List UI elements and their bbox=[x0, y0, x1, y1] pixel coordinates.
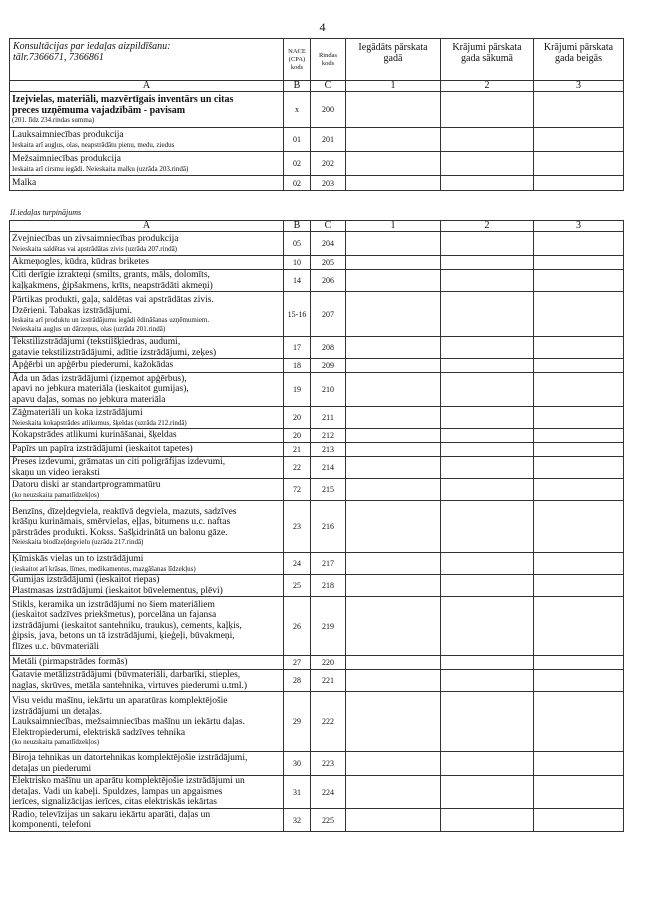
description-line: Citi derīgie izrakteņi (smilts, grants, māls, dolomīts, bbox=[12, 270, 210, 280]
stock-start-value-cell[interactable] bbox=[441, 270, 534, 292]
row-description bbox=[10, 152, 284, 176]
row-code: 207 bbox=[311, 292, 346, 337]
row-description bbox=[10, 256, 284, 270]
row-description bbox=[10, 553, 284, 575]
purchased-value-cell[interactable] bbox=[346, 809, 441, 832]
column-letters-row: A B C 1 2 3 bbox=[10, 81, 624, 92]
stock-end-value-cell[interactable] bbox=[534, 92, 624, 128]
stock-start-value-cell[interactable] bbox=[441, 479, 534, 501]
purchased-value-cell[interactable] bbox=[346, 692, 441, 752]
description-line: Ieskaita arī augļus, olas, neapstrādātu pienu, medu, ziedus bbox=[12, 140, 175, 149]
stock-start-value-cell[interactable] bbox=[441, 457, 534, 479]
table-row bbox=[10, 597, 624, 656]
row-description bbox=[10, 232, 284, 256]
row-code-header: Rindas kods bbox=[311, 39, 346, 81]
purchased-value-cell[interactable] bbox=[346, 128, 441, 152]
stock-end-header: Krājumi pārskata gada beigās bbox=[534, 39, 624, 81]
description-line: Tekstilizstrādājumi (tekstilšķiedras, audumi, bbox=[12, 337, 181, 347]
row-description bbox=[10, 752, 284, 776]
nace-code: 32 bbox=[284, 809, 311, 832]
description-line: Biroja tehnikas un datortehnikas komplektējošie izstrādājumi, bbox=[12, 753, 248, 763]
stock-end-value-cell[interactable] bbox=[534, 501, 624, 553]
purchased-value-cell[interactable] bbox=[346, 270, 441, 292]
description-line: (ieskaitot sadzīves priekšmetus), porcelāna un fajansa bbox=[12, 610, 217, 621]
nace-code: 17 bbox=[284, 337, 311, 359]
stock-start-value-cell[interactable] bbox=[441, 501, 534, 553]
stock-end-value-cell[interactable] bbox=[534, 457, 624, 479]
table-row bbox=[10, 809, 624, 832]
description-line: Lauksaimniecības, mežsaimniecības mašīnu un iekārtu daļas. bbox=[12, 717, 245, 728]
description-line: Elektropiederumi, elektriskā sadzīves tehnika bbox=[12, 727, 186, 738]
description-line: Malka bbox=[12, 177, 37, 188]
description-line: Visu veidu mašīnu, iekārtu un aparatūras komplektējošie bbox=[12, 696, 228, 707]
row-description bbox=[10, 501, 284, 553]
stock-start-value-cell[interactable] bbox=[441, 597, 534, 656]
row-code: 208 bbox=[311, 337, 346, 359]
stock-end-value-cell[interactable] bbox=[534, 270, 624, 292]
description-line: ģipsis, java, betons un tā izstrādājumi, ķieģeļi, būvakmeņi, bbox=[12, 631, 235, 642]
purchased-value-cell[interactable] bbox=[346, 232, 441, 256]
nace-code: 24 bbox=[284, 553, 311, 575]
materials-table-bottom bbox=[9, 220, 624, 832]
row-description bbox=[10, 776, 284, 809]
purchased-header: Iegādāts pārskata gadā bbox=[346, 39, 441, 81]
purchased-value-cell[interactable] bbox=[346, 776, 441, 809]
nace-code: x bbox=[284, 92, 311, 128]
stock-start-value-cell[interactable] bbox=[441, 373, 534, 407]
description-line: Pārtikas produkti, gaļa, saldētas vai apstrādātas zivis. bbox=[12, 295, 214, 305]
table-row bbox=[10, 292, 624, 337]
stock-end-value-cell[interactable] bbox=[534, 373, 624, 407]
table-row bbox=[10, 128, 624, 152]
description-line: Ķīmiskās vielas un to izstrādājumi bbox=[12, 554, 144, 564]
row-description bbox=[10, 597, 284, 656]
description-line: Akmeņogles, kūdra, kūdras briketes bbox=[12, 257, 149, 268]
stock-start-value-cell[interactable] bbox=[441, 407, 534, 429]
table-row bbox=[10, 575, 624, 597]
description-line: Āda un ādas izstrādājumi (izņemot apģērbus), bbox=[12, 373, 187, 384]
row-code: 221 bbox=[311, 670, 346, 692]
purchased-value-cell[interactable] bbox=[346, 457, 441, 479]
page-number: 4 bbox=[319, 20, 326, 34]
stock-start-value-cell[interactable] bbox=[441, 256, 534, 270]
table-row bbox=[10, 152, 624, 176]
description-line: Dzērieni. Tabakas izstrādājumi. bbox=[12, 305, 132, 316]
stock-end-value-cell[interactable] bbox=[534, 575, 624, 597]
stock-end-value-cell[interactable] bbox=[534, 670, 624, 692]
table-row bbox=[10, 501, 624, 553]
column-letters-row: A B C 1 2 3 bbox=[10, 221, 624, 232]
nace-code: 21 bbox=[284, 443, 311, 457]
stock-start-value-cell[interactable] bbox=[441, 92, 534, 128]
description-line: ierīces, signalizācijas ierīces, citas elektriskās iekārtas bbox=[12, 797, 217, 808]
purchased-value-cell[interactable] bbox=[346, 152, 441, 176]
row-description bbox=[10, 656, 284, 670]
description-line: Lauksaimniecības produkcija bbox=[12, 130, 124, 140]
description-line: Mežsaimniecības produkcija bbox=[12, 154, 121, 164]
purchased-value-cell[interactable] bbox=[346, 337, 441, 359]
row-code: 219 bbox=[311, 597, 346, 656]
description-line: Apģērbi un apģērbu piederumi, kažokādas bbox=[12, 360, 174, 371]
table-row bbox=[10, 776, 624, 809]
description-line: Papīrs un papīra izstrādājumi (ieskaitot tapetes) bbox=[12, 444, 193, 455]
row-description bbox=[10, 337, 284, 359]
row-description bbox=[10, 443, 284, 457]
purchased-value-cell[interactable] bbox=[346, 575, 441, 597]
row-description bbox=[10, 270, 284, 292]
description-line: naglas, skrūves, metāla santehnika, virtuves piederumi u.tml.) bbox=[12, 680, 248, 691]
stock-end-value-cell[interactable] bbox=[534, 176, 624, 191]
stock-end-value-cell[interactable] bbox=[534, 656, 624, 670]
row-code: 214 bbox=[311, 457, 346, 479]
purchased-value-cell[interactable] bbox=[346, 359, 441, 373]
stock-end-value-cell[interactable] bbox=[534, 359, 624, 373]
nace-code: 15-16 bbox=[284, 292, 311, 337]
row-code: 209 bbox=[311, 359, 346, 373]
description-line: Stikls, keramika un izstrādājumi no šiem materiāliem bbox=[12, 599, 215, 610]
purchased-value-cell[interactable] bbox=[346, 597, 441, 656]
table-row bbox=[10, 429, 624, 443]
stock-start-value-cell[interactable] bbox=[441, 656, 534, 670]
description-line: Kokapstrādes atlikumi kurināšanai, šķeldas bbox=[12, 430, 177, 441]
description-line: (ko neuzskaita pamatlīdzekļos) bbox=[12, 738, 100, 747]
stock-start-value-cell[interactable] bbox=[441, 553, 534, 575]
row-description bbox=[10, 176, 284, 191]
description-line: Neieskaita biodīzeļdegvielu (uzrāda 217.rindā) bbox=[12, 538, 144, 546]
purchased-value-cell[interactable] bbox=[346, 92, 441, 128]
stock-end-value-cell[interactable] bbox=[534, 443, 624, 457]
stock-end-value-cell[interactable] bbox=[534, 232, 624, 256]
description-line: detaļas. Vadi un kabeļi. Spuldzes, lampas un apgaismes bbox=[12, 786, 223, 797]
stock-end-value-cell[interactable] bbox=[534, 429, 624, 443]
row-code: 213 bbox=[311, 443, 346, 457]
description-line: Ieskaita arī produktu un izstrādājumu iegādi ēdināšanas uzņēmumiem. bbox=[12, 316, 210, 324]
table-row bbox=[10, 256, 624, 270]
nace-code: 31 bbox=[284, 776, 311, 809]
description-line: detaļas un piederumi bbox=[12, 763, 92, 774]
table-row bbox=[10, 457, 624, 479]
description-line: Neieskaita kokapstrādes atlikumus, šķeldas (uzrāda 212.rindā) bbox=[12, 418, 187, 427]
description-line: flīzes u.c. būvmateriāli bbox=[12, 641, 100, 652]
stock-end-value-cell[interactable] bbox=[534, 292, 624, 337]
purchased-value-cell[interactable] bbox=[346, 479, 441, 501]
nace-code: 10 bbox=[284, 256, 311, 270]
description-line: Zāģmateriāli un koka izstrādājumi bbox=[12, 408, 143, 418]
row-code: 222 bbox=[311, 692, 346, 752]
description-line: Datoru diski ar standartprogrammatūru bbox=[12, 480, 161, 490]
nace-code: 18 bbox=[284, 359, 311, 373]
purchased-value-cell[interactable] bbox=[346, 176, 441, 191]
stock-end-value-cell[interactable] bbox=[534, 553, 624, 575]
table-row bbox=[10, 692, 624, 752]
purchased-value-cell[interactable] bbox=[346, 407, 441, 429]
table-row bbox=[10, 670, 624, 692]
description-line: izstrādājumi un detaļas. bbox=[12, 706, 102, 717]
nace-code: 25 bbox=[284, 575, 311, 597]
table-row bbox=[10, 373, 624, 407]
description-line: izstrādājumi (ieskaitot santehniku, traukus), cements, kaļķis, bbox=[12, 620, 242, 631]
stock-start-value-cell[interactable] bbox=[441, 176, 534, 191]
table-row bbox=[10, 553, 624, 575]
stock-start-value-cell[interactable] bbox=[441, 152, 534, 176]
table-row bbox=[10, 176, 624, 191]
stock-end-value-cell[interactable] bbox=[534, 479, 624, 501]
consultation-info: Konsultācijas par iedaļas aizpildīšanu: tālr.7366671, 7366861 bbox=[10, 39, 284, 81]
row-description bbox=[10, 457, 284, 479]
row-description bbox=[10, 575, 284, 597]
purchased-value-cell[interactable] bbox=[346, 670, 441, 692]
row-code: 216 bbox=[311, 501, 346, 553]
purchased-value-cell[interactable] bbox=[346, 256, 441, 270]
description-line: Ieskaita arī cirsmu iegādi. Neieskaita malku (uzrāda 203.rindā) bbox=[12, 164, 189, 173]
row-description bbox=[10, 92, 284, 128]
description-line: pārstrādes produkti. Kokss. Sašķidrinātā un balonu gāze. bbox=[12, 527, 228, 538]
row-description bbox=[10, 429, 284, 443]
description-line: Metāli (pirmapstrādes formās) bbox=[12, 657, 128, 668]
stock-end-value-cell[interactable] bbox=[534, 128, 624, 152]
stock-start-value-cell[interactable] bbox=[441, 292, 534, 337]
stock-end-value-cell[interactable] bbox=[534, 152, 624, 176]
row-code: 205 bbox=[311, 256, 346, 270]
table-row bbox=[10, 270, 624, 292]
row-code: 225 bbox=[311, 809, 346, 832]
description-line: Radio, televīzijas un sakaru iekārtu aparāti, daļas un bbox=[12, 809, 211, 820]
purchased-value-cell[interactable] bbox=[346, 373, 441, 407]
purchased-value-cell[interactable] bbox=[346, 656, 441, 670]
stock-start-value-cell[interactable] bbox=[441, 429, 534, 443]
nace-code: 02 bbox=[284, 152, 311, 176]
stock-end-value-cell[interactable] bbox=[534, 597, 624, 656]
row-code: 218 bbox=[311, 575, 346, 597]
row-description bbox=[10, 373, 284, 407]
row-code: 202 bbox=[311, 152, 346, 176]
row-description bbox=[10, 128, 284, 152]
description-line: preces uzņēmuma vajadzībām - pavisam bbox=[12, 105, 186, 117]
row-code: 220 bbox=[311, 656, 346, 670]
description-line: apavu daļas, somas no jebkura materiāla bbox=[12, 394, 166, 405]
nace-code: 05 bbox=[284, 232, 311, 256]
row-description bbox=[10, 479, 284, 501]
nace-code: 29 bbox=[284, 692, 311, 752]
materials-table-top bbox=[9, 38, 624, 191]
stock-end-value-cell[interactable] bbox=[534, 776, 624, 809]
description-line: Benzīns, dīzeļdegviela, reaktīvā degviela, mazuts, sadzīves bbox=[12, 506, 237, 517]
stock-end-value-cell[interactable] bbox=[534, 752, 624, 776]
nace-code: 27 bbox=[284, 656, 311, 670]
purchased-value-cell[interactable] bbox=[346, 292, 441, 337]
nace-code: 14 bbox=[284, 270, 311, 292]
row-code: 224 bbox=[311, 776, 346, 809]
description-line: komponenti, telefoni bbox=[12, 820, 92, 830]
row-code: 201 bbox=[311, 128, 346, 152]
row-code: 206 bbox=[311, 270, 346, 292]
table-row bbox=[10, 359, 624, 373]
table-row bbox=[10, 752, 624, 776]
row-description bbox=[10, 292, 284, 337]
nace-code: 19 bbox=[284, 373, 311, 407]
row-code: 223 bbox=[311, 752, 346, 776]
stock-end-value-cell[interactable] bbox=[534, 337, 624, 359]
stock-start-value-cell[interactable] bbox=[441, 337, 534, 359]
nace-code: 26 bbox=[284, 597, 311, 656]
purchased-value-cell[interactable] bbox=[346, 752, 441, 776]
description-line: Zvejniecības un zivsaimniecības produkcija bbox=[12, 234, 179, 244]
nace-code: 23 bbox=[284, 501, 311, 553]
row-code: 217 bbox=[311, 553, 346, 575]
row-code: 200 bbox=[311, 92, 346, 128]
stock-start-value-cell[interactable] bbox=[441, 232, 534, 256]
stock-start-value-cell[interactable] bbox=[441, 575, 534, 597]
row-description bbox=[10, 809, 284, 832]
nace-code: 72 bbox=[284, 479, 311, 501]
stock-start-value-cell[interactable] bbox=[441, 776, 534, 809]
table-row bbox=[10, 337, 624, 359]
description-line: Elektrisko mašīnu un aparātu komplektējošie izstrādājumi un bbox=[12, 776, 245, 787]
nace-code: 01 bbox=[284, 128, 311, 152]
row-code: 212 bbox=[311, 429, 346, 443]
description-line: apavi no jebkura materiāla (ieskaitot gumijas), bbox=[12, 384, 189, 395]
row-code: 210 bbox=[311, 373, 346, 407]
purchased-value-cell[interactable] bbox=[346, 553, 441, 575]
stock-start-value-cell[interactable] bbox=[441, 359, 534, 373]
description-line: Gumijas izstrādājumi (ieskaitot riepas) bbox=[12, 575, 160, 585]
row-code: 203 bbox=[311, 176, 346, 191]
row-description bbox=[10, 692, 284, 752]
stock-start-value-cell[interactable] bbox=[441, 692, 534, 752]
table-row bbox=[10, 92, 624, 128]
stock-start-value-cell[interactable] bbox=[441, 752, 534, 776]
nace-code: 20 bbox=[284, 407, 311, 429]
stock-end-value-cell[interactable] bbox=[534, 692, 624, 752]
description-line: (201. līdz 234.rindas summa) bbox=[12, 116, 95, 125]
nace-code: 30 bbox=[284, 752, 311, 776]
purchased-value-cell[interactable] bbox=[346, 501, 441, 553]
description-line: Preses izdevumi, grāmatas un citi poligrāfijas izdevumi, bbox=[12, 457, 226, 467]
stock-end-value-cell[interactable] bbox=[534, 256, 624, 270]
row-code: 211 bbox=[311, 407, 346, 429]
row-description bbox=[10, 407, 284, 429]
description-line: Neieskaita augļus un dārzeņus, olas (uzrāda 201.rindā) bbox=[12, 324, 166, 333]
description-line: (ko neuzskaita pamatlīdzekļos) bbox=[12, 490, 100, 499]
section-continued-label: II.iedaļas turpinājums bbox=[10, 208, 82, 217]
stock-start-value-cell[interactable] bbox=[441, 809, 534, 832]
stock-start-value-cell[interactable] bbox=[441, 128, 534, 152]
table-row bbox=[10, 479, 624, 501]
table-row bbox=[10, 407, 624, 429]
table-row bbox=[10, 232, 624, 256]
row-code: 215 bbox=[311, 479, 346, 501]
stock-start-value-cell[interactable] bbox=[441, 443, 534, 457]
description-line: Izejvielas, materiāli, mazvērtīgais inventārs un citas bbox=[12, 94, 234, 106]
nace-header: NACE (CPA) kods bbox=[284, 39, 311, 81]
stock-start-value-cell[interactable] bbox=[441, 670, 534, 692]
table-row bbox=[10, 656, 624, 670]
row-description bbox=[10, 359, 284, 373]
nace-code: 02 bbox=[284, 176, 311, 191]
purchased-value-cell[interactable] bbox=[346, 443, 441, 457]
description-line: skaņu un video ieraksti bbox=[12, 467, 100, 478]
description-line: kaļķakmens, ģipšakmens, krīts, neapstrādāti akmeņi) bbox=[12, 280, 213, 291]
stock-end-value-cell[interactable] bbox=[534, 809, 624, 832]
row-code: 204 bbox=[311, 232, 346, 256]
purchased-value-cell[interactable] bbox=[346, 429, 441, 443]
description-line: gatavie tekstilizstrādājumi, adītie izstrādājumi, zeķes) bbox=[12, 347, 217, 358]
description-line: (ieskaitot arī krāsas, līmes, medikamentus, mazgāšanas līdzekļus) bbox=[12, 564, 196, 573]
table-row bbox=[10, 443, 624, 457]
description-line: krāšņu kurināmais, smērvielas, eļļas, bitumens u.c. naftas bbox=[12, 517, 231, 527]
nace-code: 28 bbox=[284, 670, 311, 692]
stock-end-value-cell[interactable] bbox=[534, 407, 624, 429]
description-line: Gatavie metālizstrādājumi (būvmateriāli, darbarīki, stieples, bbox=[12, 670, 241, 680]
nace-code: 20 bbox=[284, 429, 311, 443]
row-description bbox=[10, 670, 284, 692]
description-line: Neieskaita saldētas vai apstrādātas zivis (uzrāda 207.rindā) bbox=[12, 244, 178, 253]
stock-start-header: Krājumi pārskata gada sākumā bbox=[441, 39, 534, 81]
description-line: Plastmasas izstrādājumi (ieskaitot būvelementus, plēvi) bbox=[12, 585, 223, 596]
nace-code: 22 bbox=[284, 457, 311, 479]
